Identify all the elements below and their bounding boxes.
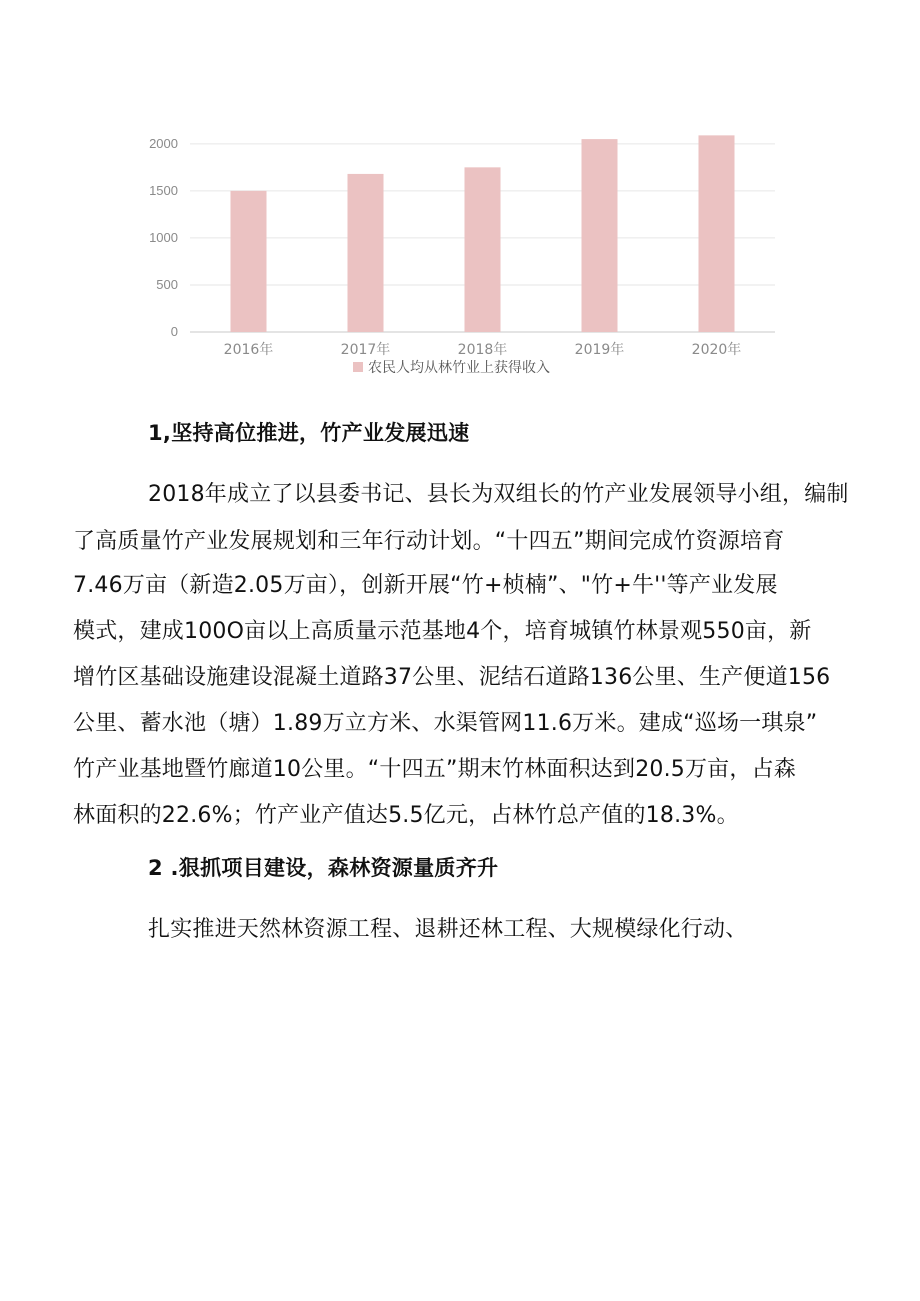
section1-line-7: 竹产业基地暨竹廊道10公里。“十四五”期末竹林面积达到20.5万亩，占森 <box>73 757 796 782</box>
bar-2018年 <box>465 167 501 332</box>
section1-line-2: 了高质量竹产业发展规划和三年行动计划。“十四五”期间完成竹资源培育 <box>73 529 785 554</box>
section1-line-8: 林面积的22.6%；竹产业产值达5.5亿元，占林竹总产值的18.3%。 <box>73 803 739 828</box>
y-tick-label-1: 500 <box>156 276 178 292</box>
y-tick-label-0: 0 <box>170 324 178 339</box>
y-tick-label-3: 1500 <box>149 182 178 198</box>
section1-heading: 1,坚持高位推进，竹产业发展迅速 <box>148 421 470 445</box>
x-tick-label-3: 2019年 <box>574 342 625 358</box>
bar-2016年 <box>231 191 267 332</box>
x-tick-label-0: 2016年 <box>223 342 274 358</box>
y-tick-label-2: 1000 <box>149 229 178 245</box>
section1-line-5: 增竹区基础设施建设混凝土道路37公里、泥结石道路136公里、生产便道156 <box>73 665 831 690</box>
bar-2019年 <box>582 139 618 332</box>
section1-line-6: 公里、蓄水池（塘）1.89万立方米、水渠管网11.6万米。建成“巡场一琪泉” <box>73 711 818 736</box>
income-bar-chart <box>140 115 790 385</box>
bar-2020年 <box>699 135 735 332</box>
legend-label: 农民人均从林竹业上获得收入 <box>368 360 550 376</box>
x-tick-label-2: 2018年 <box>457 342 508 358</box>
section2-line-1: 扎实推进天然林资源工程、退耕还林工程、大规模绿化行动、 <box>148 917 748 942</box>
chart-canvas <box>140 115 790 385</box>
legend-swatch <box>353 362 363 372</box>
section1-line-3: 7.46万亩（新造2.05万亩），创新开展“竹+桢楠”、"竹+牛''等产业发展 <box>73 573 778 598</box>
y-tick-label-4: 2000 <box>149 135 178 151</box>
section1-line-1: 2018年成立了以县委书记、县长为双组长的竹产业发展领导小组，编制 <box>148 482 849 507</box>
section1-line-4: 模式，建成100O亩以上高质量示范基地4个，培育城镇竹林景观550亩，新 <box>73 619 812 644</box>
x-tick-label-1: 2017年 <box>340 342 391 358</box>
section2-heading: 2 .狠抓项目建设，森林资源量质齐升 <box>148 856 499 880</box>
x-tick-label-4: 2020年 <box>691 342 742 358</box>
bar-2017年 <box>348 174 384 332</box>
